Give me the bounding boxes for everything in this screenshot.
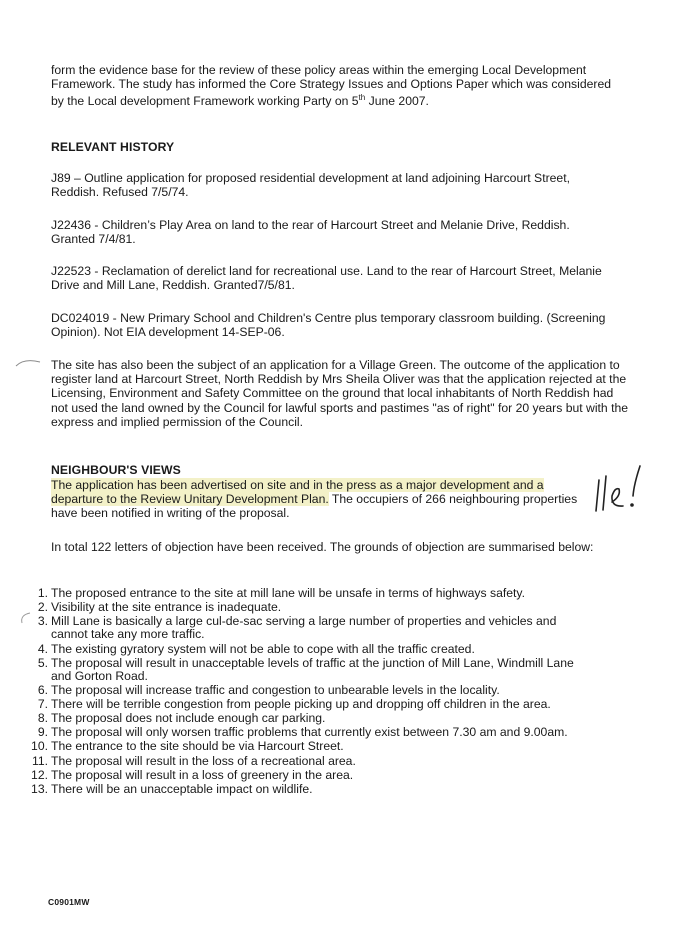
margin-tick-icon <box>14 357 44 369</box>
list-item: 12. The proposal will result in a loss of greenery in the area. <box>31 767 354 782</box>
relevant-history-heading: RELEVANT HISTORY <box>51 140 175 154</box>
list-item: 3. Mill Lane is basically a large cul-de-sac serving a large number of properties and vehicles and cannot take any more traffic. <box>37 614 557 642</box>
intro-paragraph: form the evidence base for the review of these policy areas within the emerging Local Development Framework. The study has informed the Core Strategy Issues and Options Paper which was considered by the Local development Framework working Party on 5th June 2007. <box>51 63 611 109</box>
village-green-paragraph: The site has also been the subject of an application for a Village Green. The outcome of the application to register land at Harcourt Street, North Reddish by Mrs Sheila Oliver was that the application rejected at the Licensing, Environment and Safety Committee on the ground that local inhabitants of North Reddish had not used the land owned by the Council for lawful sports and pastimes "as of right" for 20 years but with the express and implied permission of the Council. <box>51 358 629 429</box>
list-item: 6. The proposal will increase traffic and congestion to unbearable levels in the locality. <box>37 683 500 698</box>
objections-total-paragraph: In total 122 letters of objection have been received. The grounds of objection are summarised below: <box>51 540 594 554</box>
list-item: 10. The entrance to the site should be via Harcourt Street. <box>31 739 344 754</box>
ordinal-suffix: th <box>358 93 366 103</box>
history-item: J22436 - Children’s Play Area on land to the rear of Harcourt Street and Melanie Drive, Reddish. Granted 7/4/81. <box>51 218 570 247</box>
neighbours-views-heading: NEIGHBOUR'S VIEWS <box>51 463 181 477</box>
history-item: J22523 - Reclamation of derelict land for recreational use. Land to the rear of Harcourt Street, Melanie Drive and Mill Lane, Reddish. Granted7/5/81. <box>51 264 602 293</box>
history-item: J89 – Outline application for proposed residential development at land adjoining Harcourt Street, Reddish. Refused 7/5/74. <box>51 171 570 200</box>
margin-tick-icon <box>16 611 36 625</box>
highlighted-text: The application has been advertised on site and in the press as a major development and a departure to the Review Unitary Development Plan. <box>51 478 544 507</box>
advertised-paragraph: The application has been advertised on site and in the press as a major development and a departure to the Review Unitary Development Plan. The occupiers of 266 neighbouring properties have been notified in writing of the proposal. <box>51 478 578 521</box>
list-item: 11. The proposal will result in the loss of a recreational area. <box>31 753 356 768</box>
list-item: 7. There will be terrible congestion from people picking up and dropping off children in the area. <box>37 697 551 712</box>
history-item: DC024019 - New Primary School and Children's Centre plus temporary classroom building. (Screening Opinion). Not EIA development 14-SEP-06. <box>51 311 606 340</box>
footer-code: C0901MW <box>48 897 90 907</box>
list-item: 9. The proposal will only worsen traffic problems that currently exist between 7.30 am and 9.00am. <box>37 725 568 740</box>
list-item: 8. The proposal does not include enough car parking. <box>37 711 326 726</box>
list-item: 5. The proposal will result in unacceptable levels of traffic at the junction of Mill Lane, Windmill Lane and Gorton Road. <box>37 655 574 683</box>
list-item: 4. The existing gyratory system will not be able to cope with all the traffic created. <box>37 641 475 656</box>
list-item: 1. The proposed entrance to the site at mill lane will be unsafe in terms of highways safety. <box>37 586 525 600</box>
handwritten-note-icon <box>590 458 662 520</box>
objections-list <box>28 587 588 797</box>
list-item: 2. Visibility at the site entrance is inadequate. <box>37 600 282 615</box>
list-item: 13. There will be an unacceptable impact on wildlife. <box>31 781 313 796</box>
